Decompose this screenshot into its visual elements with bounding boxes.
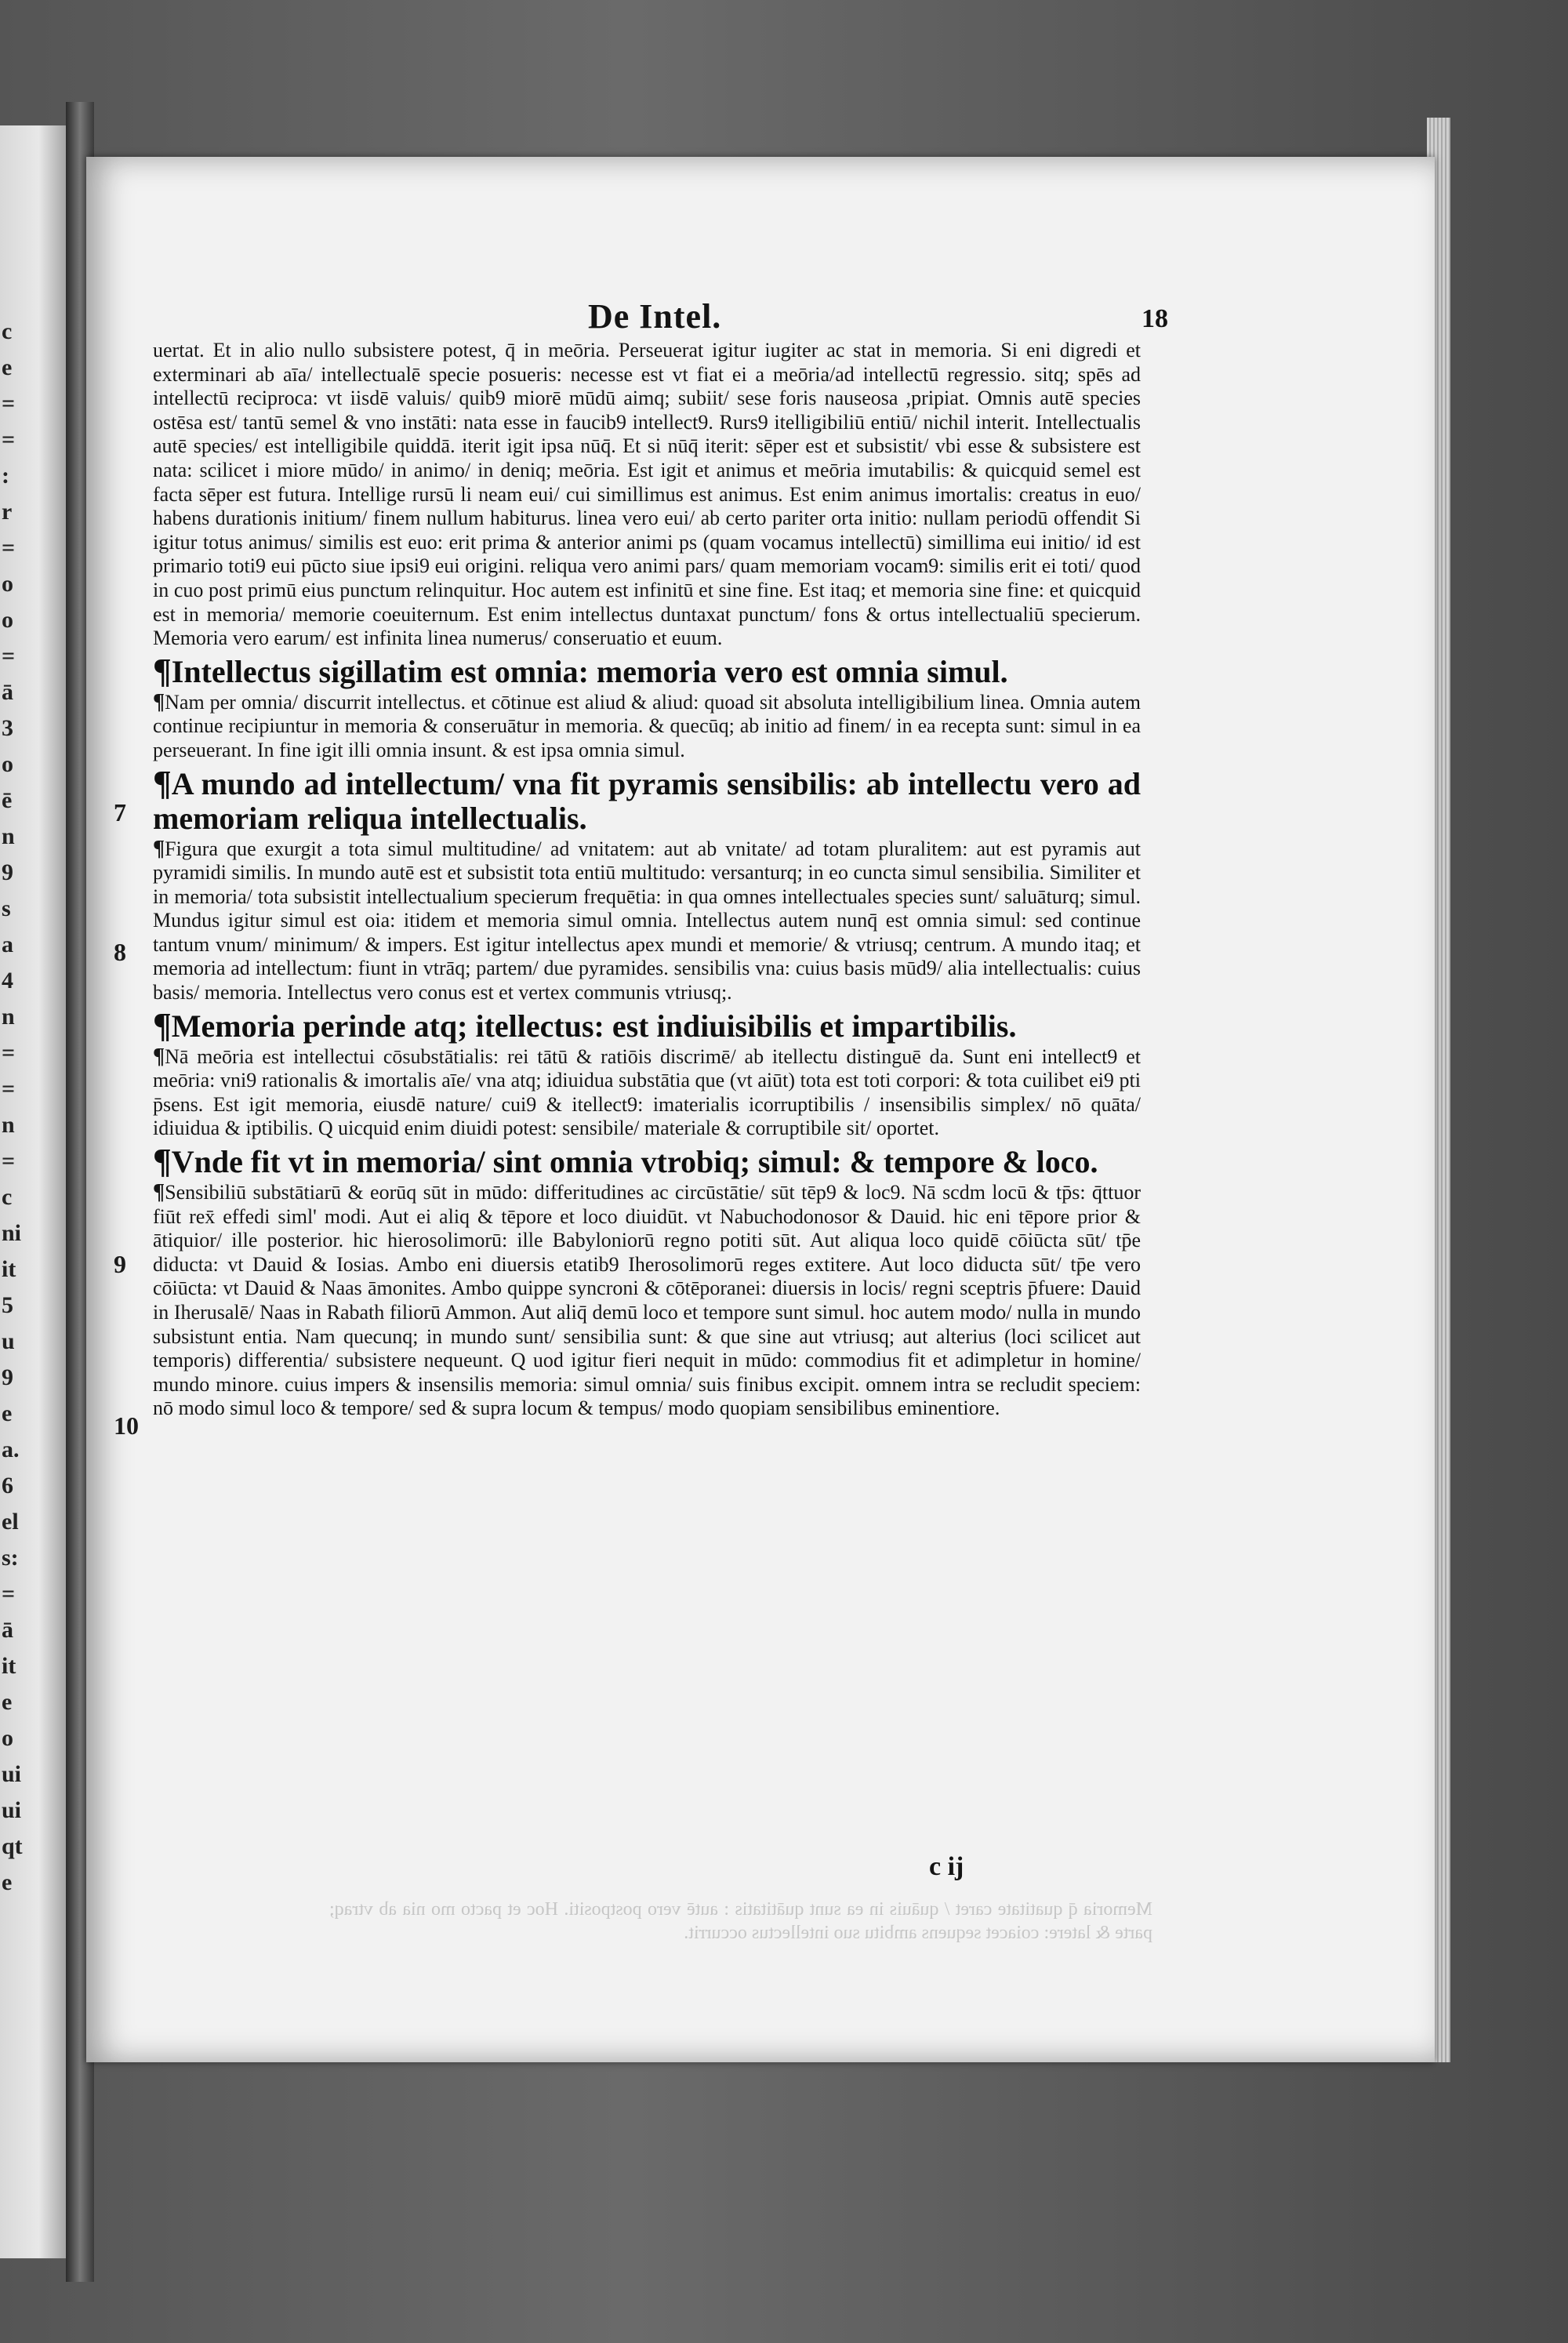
body-paragraph: ¶Figura que exurgit a tota simul multitudine/ ad vnitatem: aut ab vnitate/ ad totam pluralitem: aut est pyramis aut pyramidi similis. In mundo autē est et subsistit tota entiū multitudo: versanturq; in eo cuncta simul sensibilia. Similiter et in memoria/ tota subsistit intellectualium specierum frequētia: in qua omnes intellectuales species sunt/ saluāturq; simul. Mundus igitur simul est oia: itidem et memoria simul omnia. Intellectus autem nunq̄ est omnia simul: sed continue tantum vnum/ minimum/ & impers. Est igitur intellectus apex mundi et memorie/ & vtriusq; centrum. A mundo itaq; et memoria ad intellectum: fiunt in vtrāq; partem/ due pyramides. sensibilis vna: cuius basis mūd9/ alia intellectualis: cuius basis/ memoria. Intellectus vero conus est et vertex communis vtriusq;. bbox=[153, 836, 1141, 1004]
folio-number: 18 bbox=[1142, 304, 1168, 333]
facing-page-letter: ui bbox=[2, 1761, 22, 1787]
facing-page-letter: = bbox=[2, 390, 16, 416]
facing-page-letter: = bbox=[2, 1581, 16, 1607]
pilcrow-icon: ¶ bbox=[153, 1005, 172, 1044]
margin-number-9: 9 bbox=[114, 1250, 126, 1278]
facing-page-letter: o bbox=[2, 571, 13, 597]
facing-page-letter: : bbox=[2, 463, 9, 489]
running-title: De Intel. bbox=[588, 297, 722, 336]
facing-page-letter: e bbox=[2, 1689, 13, 1715]
section-heading: ¶Intellectus sigillatim est omnia: memoria vero est omnia simul. bbox=[153, 651, 1008, 690]
facing-page-edge bbox=[0, 125, 71, 2258]
facing-page-letter: e bbox=[2, 1869, 13, 1895]
body-paragraph: ¶Nā meōria est intellectui cōsubstātialis: rei tātū & ratiōis discrimē/ ab itellectu distinguē da. Sunt eni intellect9 et meōria: vni9 rationalis & imortalis aīe/ vna atq; idiuidua substātia que (vt aiūt) tota est toti corpori: & tota cuilibet ei9 pti p̄sens. Est igit memoria, eiusdē nature/ cui9 & itellect9: imaterialis icorruptibilis / insensibilis simplex/ nō quāta/ idiuidua & iptibilis. Q uicquid enim diuidi potest: sensibile/ materiale & corruptibile sit/ oportet. bbox=[153, 1044, 1141, 1140]
facing-page-letter: ui bbox=[2, 1797, 22, 1823]
facing-page-letter: = bbox=[2, 535, 16, 561]
margin-number-10: 10 bbox=[114, 1411, 139, 1440]
pilcrow-icon: ¶ bbox=[153, 1044, 165, 1069]
margin-number-7: 7 bbox=[114, 798, 126, 826]
section-heading: ¶A mundo ad intellectum/ vna fit pyramis sensibilis: ab intellectu vero ad memoriam reliqua intellectualis. bbox=[153, 763, 1141, 836]
facing-page-letter: ā bbox=[2, 679, 13, 705]
facing-page-letter: = bbox=[2, 1148, 16, 1174]
main-text-column bbox=[153, 339, 1141, 1421]
facing-page-letter: it bbox=[2, 1653, 16, 1679]
body-paragraph: uertat. Et in alio nullo subsistere potest, q̄ in meōria. Perseuerat igitur iugiter ac stat in memoria. Si eni digredi et exterminari ab aīa/ intellectualē specie posueris: necesse est vt fiat ei a meōria/ad intellectū regressio. sitq; spēs ad intellectū reciproca: vt iisdē valuis/ quib9 miorē mūdū aimq; subiit/ sese foris nauseosa ,pripiat. Omnis autē species ostēsa est/ tantū semel & vno instāti: nata esse in faucib9 intellect9. Rurs9 itelligibiliū entiū/ nichil interit. Intellectualis autē species/ est intelligibile quiddā. iterit igit ipsa nūq̄. Et si nūq̄ iterit: sēper est et subsistit/ vbi esse & subsistere est nata: scilicet i miore mūdo/ in animo/ in deniq; meōria. Est igit et animus et meōria imutabilis: & quicquid semel est facta sēper est futura. Intellige rursū li neam eui/ cui simillimus est animus. Est enim animus imortalis: creatus in euo/ habens durationis initium/ finem nullum habiturus. linea vero eui/ ab certo pariter orta initio: nullam periodū offendit Si igitur totus animus/ similis est euo: erit prima & anterior animi ps (quam vocamus intellectū) simillima eui initio/ id est primario toti9 eui pūcto siue ipsi9 eui origini. reliqua vero animi pars/ quam memoriam vocam9: similis erit ei toti/ quod in cuo post primū eius punctum relinquitur. Hoc autem est infinitū et sine fine. Est itaq; et memoria sine fine: et quicquid est in memoria/ memorie coeuiternum. Est enim intellectus duntaxat punctum/ fons & ortus intellectualiū specierum. Memoria vero earum/ est infinita linea numerus/ conseruatio et euum. bbox=[153, 339, 1141, 650]
facing-page-letter: o bbox=[2, 1725, 13, 1751]
facing-page-letter: n bbox=[2, 823, 15, 849]
facing-page-letter: n bbox=[2, 1004, 15, 1030]
facing-page-letter: it bbox=[2, 1256, 16, 1282]
facing-page-letter: o bbox=[2, 607, 13, 633]
facing-page-letter: e bbox=[2, 354, 13, 380]
facing-page-letter: qt bbox=[2, 1833, 23, 1859]
facing-page-letter: 9 bbox=[2, 1364, 13, 1390]
pilcrow-icon: ¶ bbox=[153, 651, 172, 690]
facing-page-letter: c bbox=[2, 318, 13, 344]
facing-page-letters bbox=[2, 314, 64, 1901]
facing-page-letter: ā bbox=[2, 1617, 13, 1643]
facing-page-letter: c bbox=[2, 1184, 13, 1210]
pilcrow-icon: ¶ bbox=[153, 763, 172, 802]
pilcrow-icon: ¶ bbox=[153, 836, 165, 861]
facing-page-letter: a bbox=[2, 932, 13, 957]
facing-page-letter: ē bbox=[2, 787, 13, 813]
facing-page-letter: 9 bbox=[2, 859, 13, 885]
facing-page-letter: s bbox=[2, 895, 11, 921]
facing-page-letter: n bbox=[2, 1112, 15, 1138]
body-paragraph: ¶Nam per omnia/ discurrit intellectus. et cōtinue est aliud & aliud: quoad sit absoluta intelligibilium linea. Omnia autem continue recipiuntur in memoria & conseruātur in memoria. & quecūq; ab initio ad finem/ in ea recepta sunt: simul in ea perseuerant. In fine igit illi omnia insunt. & est ipsa omnia simul. bbox=[153, 689, 1141, 761]
margin-number-8: 8 bbox=[114, 938, 126, 966]
facing-page-letter: 6 bbox=[2, 1473, 13, 1498]
facing-page-letter: = bbox=[2, 427, 16, 452]
facing-page-letter: el bbox=[2, 1509, 19, 1535]
pilcrow-icon: ¶ bbox=[153, 1142, 172, 1181]
facing-page-letter: 3 bbox=[2, 715, 13, 741]
facing-page-letter: 4 bbox=[2, 968, 13, 994]
pilcrow-icon: ¶ bbox=[153, 689, 165, 714]
pilcrow-icon: ¶ bbox=[153, 1180, 165, 1205]
facing-page-letter: u bbox=[2, 1328, 15, 1354]
signature-mark: c ij bbox=[929, 1852, 964, 1881]
section-heading: ¶Vnde fit vt in memoria/ sint omnia vtrobiq; simul: & tempore & loco. bbox=[153, 1142, 1098, 1181]
section-heading: ¶Memoria perinde atq; itellectus: est indiuisibilis et impartibilis. bbox=[153, 1005, 1017, 1044]
facing-page-letter: = bbox=[2, 643, 16, 669]
facing-page-letter: = bbox=[2, 1076, 16, 1102]
facing-page-letter: ni bbox=[2, 1220, 22, 1246]
page-header bbox=[149, 296, 1168, 343]
facing-page-letter: o bbox=[2, 751, 13, 777]
show-through-text: Memoria q̄ quatitate caret / quāuis in ea sunt quātitatis : autē vero postpositi. Hoc et pacto mo nia ab vtraq; parte & latere: coiacet sequens ambitu suo intellectus occurrit. bbox=[329, 1899, 1152, 1943]
facing-page-letter: = bbox=[2, 1040, 16, 1066]
facing-page-letter: a. bbox=[2, 1437, 20, 1462]
facing-page-letter: r bbox=[2, 499, 13, 525]
facing-page-letter: 5 bbox=[2, 1292, 13, 1318]
body-paragraph: ¶Sensibiliū substātiarū & eorūq sūt in mūdo: differitudines ac circūstātie/ sūt tēp9 & loc9. Nā scdm locū & tp̄s: q̄ttuor fiūt rex̄ effedi siml' modi. Aut ei aliq & tēpore et loco diuidūt. vt Nabuchodonosor & Dauid. hic eni tēpore prior & ātiquior/ ille posterior. hic hierosolimorū: ille Babyloniorū regno potiti sūt. Aut aliqua loco quidē cōiūcta sūt/ tp̄e diducta: vt Dauid & Iosias. Ambo eni diuersis etatib9 Iherosolimorū reges extitere. Aut loco diducta sūt/ tp̄e vero cōiūcta: vt Dauid & Naas āmonites. Ambo quippe syncroni & cōtēporanei: diuersis in locis/ regni sceptris p̄fuere: Dauid in Iherusalē/ Naas in Rabath filiorū Ammon. Aut aliq̄ demū loco et tempore sunt simul. hoc autem modo/ nulla in mundo subsistunt entia. Nam quecunq; in mundo sunt/ sensibilia sunt: & que sine aut vtriusq; aut alterius (loci scilicet aut temporis) differentia/ subsistere nequeunt. Q uod igitur fieri nequit in mūdo: commodius fit et adimpletur in homine/ mundo minore. cuius impers & insensilis memoria: simul omnia/ suis finibus excipit. omnem intra se recludit speciem: nō modo simul loco & tempore/ sed & supra locum & tempus/ modo quopiam sensibilibus eminentiore. bbox=[153, 1180, 1141, 1420]
facing-page-letter: e bbox=[2, 1400, 13, 1426]
facing-page-letter: s: bbox=[2, 1545, 19, 1571]
